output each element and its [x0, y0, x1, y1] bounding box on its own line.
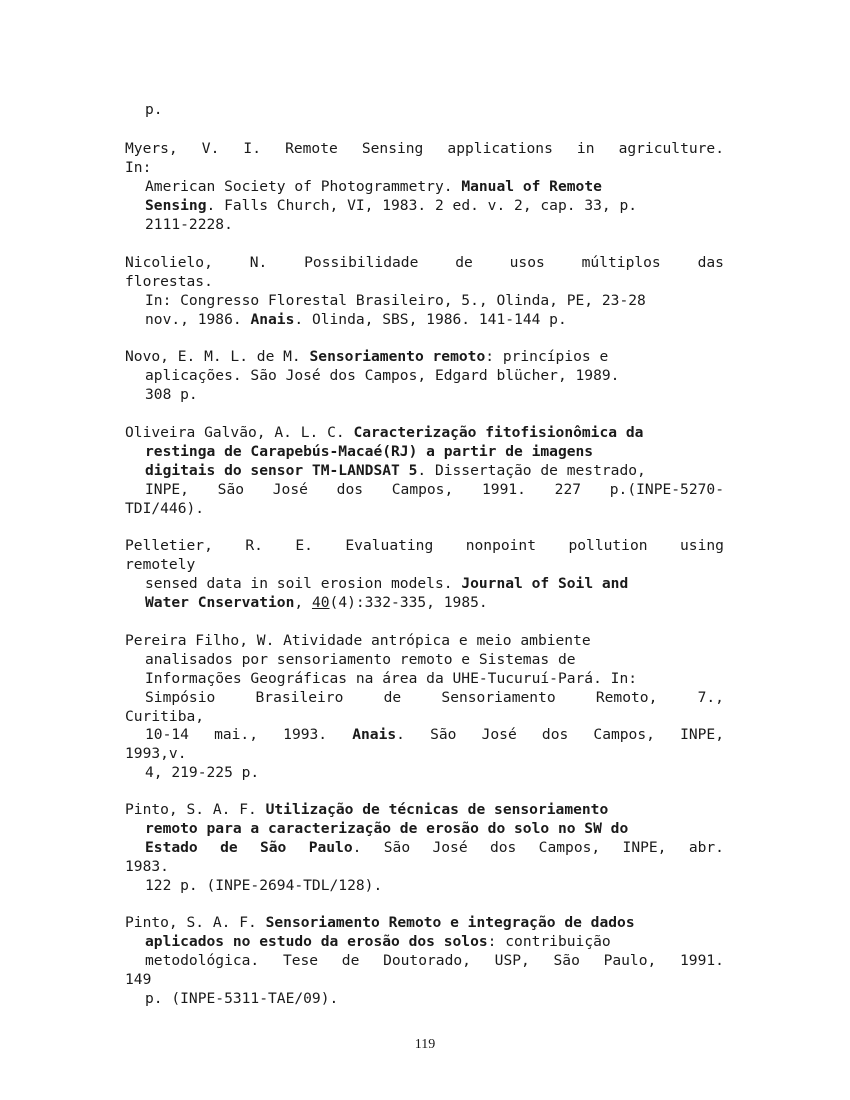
word: São — [259, 839, 287, 856]
text-line — [145, 310, 567, 329]
word: Tese — [282, 952, 319, 969]
word: Campos, — [391, 481, 454, 498]
word: applications — [447, 140, 553, 157]
text: . Olinda, SBS, 1986. 141-144 p. — [294, 311, 567, 328]
text-line: p. — [145, 101, 163, 118]
text-line: 149 — [125, 971, 152, 988]
word: das — [697, 254, 724, 271]
word: dos — [336, 481, 364, 498]
word — [309, 838, 362, 857]
text-line: Informações Geográficas na área da UHE-Tucuruí-Pará. In: — [145, 670, 638, 687]
text-line — [125, 800, 608, 819]
word: José — [481, 726, 517, 743]
word: pollution — [568, 537, 648, 554]
text-line: Curitiba, — [125, 708, 205, 725]
word: INPE, — [680, 726, 724, 743]
text-line: TDI/446). — [125, 500, 205, 517]
word: de — [455, 254, 473, 271]
word: Nicolielo, — [125, 254, 213, 271]
text-line: 122 p. (INPE-2694-TDL/128). — [145, 877, 383, 894]
ref-line-justified — [145, 480, 724, 499]
text: , — [294, 594, 312, 611]
reference-continuation — [145, 100, 163, 119]
text: (4):332-335, 1985. — [329, 594, 488, 611]
text-line: In: Congresso Florestal Brasileiro, 5., Olinda, PE, 23-28 — [145, 292, 646, 309]
word: Brasileiro — [255, 689, 344, 706]
text-line: 1983. — [125, 858, 169, 875]
word: 10-14 — [145, 726, 189, 743]
bold-title: Sensoriamento Remoto e integração de dados — [265, 914, 635, 931]
word: Sensoriamento — [441, 689, 556, 706]
word: USP, — [494, 952, 530, 969]
text-line — [145, 196, 637, 215]
bold-title: Sensing — [145, 197, 207, 214]
text-line — [145, 932, 611, 951]
bold-title: Anais — [250, 311, 295, 328]
ref-line-justified — [145, 951, 724, 970]
word: Doutorado, — [383, 952, 471, 969]
bold-title: Anais — [352, 726, 397, 743]
word: usos — [509, 254, 545, 271]
text-line: 2111-2228. — [145, 216, 233, 233]
word: Estado — [145, 839, 198, 856]
word: Evaluating — [345, 537, 434, 554]
text: nov., 1986. — [145, 311, 251, 328]
bold-title: Utilização de técnicas de sensoriamento — [265, 801, 609, 818]
word: 1991. — [482, 481, 526, 498]
word: Sensing — [361, 140, 424, 157]
word: Myers, — [125, 140, 178, 157]
text-line: florestas. — [125, 273, 213, 290]
word — [352, 725, 405, 744]
volume-number: 40 — [311, 594, 330, 611]
text: : princípios e — [485, 348, 609, 365]
bold-title: Journal of Soil and — [461, 575, 629, 592]
bold-title: Sensoriamento remoto — [309, 348, 486, 365]
word: I. — [243, 140, 261, 157]
word: Paulo, — [603, 952, 657, 969]
ref-line-justified — [125, 253, 724, 272]
word: E. — [295, 537, 313, 554]
text: American Society of Photogrammetry. — [145, 178, 462, 195]
text-line: 4, 219-225 p. — [145, 764, 260, 781]
bold-title: Caracterização fitofisionômica da — [353, 424, 644, 441]
word: múltiplos — [581, 254, 661, 271]
word: metodológica. — [145, 952, 260, 969]
word: dos — [541, 726, 569, 743]
text-line — [145, 574, 628, 593]
ref-line-justified — [145, 688, 724, 707]
word: Remoto, — [595, 689, 658, 706]
text-line: remotely — [125, 556, 196, 573]
word: Simpósio — [145, 689, 216, 706]
word: José — [432, 839, 468, 856]
word: dos — [489, 839, 517, 856]
word: INPE, — [145, 481, 189, 498]
word: N. — [249, 254, 268, 271]
text-line: 308 p. — [145, 386, 198, 403]
ref-line-justified — [125, 536, 724, 555]
word: Campos, — [538, 839, 601, 856]
text-line: In: — [125, 159, 152, 176]
word: São — [430, 726, 457, 743]
bold-title: aplicados no estudo da erosão dos solos — [145, 933, 488, 950]
text-line — [145, 593, 488, 612]
word: 227 — [554, 481, 582, 498]
word: INPE, — [622, 839, 667, 856]
word: nonpoint — [465, 537, 537, 554]
bold-title: Manual of Remote — [461, 178, 602, 195]
word: V. — [201, 140, 220, 157]
word: 7., — [697, 689, 724, 706]
text-line: aplicações. São José dos Campos, Edgard blücher, 1989. — [145, 367, 620, 384]
word: R. — [245, 537, 263, 554]
ref-line-justified — [145, 838, 724, 857]
word: agriculture. — [618, 140, 724, 157]
word: 1993. — [283, 726, 328, 743]
text-line — [145, 461, 646, 480]
word: Remote — [285, 140, 338, 157]
text-line — [125, 347, 608, 366]
text-line: p. (INPE-5311-TAE/09). — [145, 990, 339, 1007]
word: 1991. — [680, 952, 724, 969]
word: Possibilidade — [304, 254, 419, 271]
bold-title: Paulo — [308, 839, 353, 856]
page-number: 119 — [414, 1037, 436, 1052]
bold-title-line: remoto para a caracterização de erosão do solo no SW do — [145, 820, 629, 837]
text: . Dissertação de mestrado, — [417, 462, 646, 479]
word: de — [220, 839, 238, 856]
word: Pelletier, — [125, 537, 213, 554]
word: São — [383, 839, 411, 856]
text: . — [352, 839, 362, 856]
ref-line-justified — [145, 725, 724, 744]
bold-title: digitais do sensor TM-LANDSAT 5 — [145, 462, 418, 479]
word: José — [272, 481, 308, 498]
ref-line-justified — [125, 139, 724, 158]
text: Oliveira Galvão, A. L. C. — [125, 424, 354, 441]
text: Novo, E. M. L. de M. — [125, 348, 310, 365]
text: sensed data in soil erosion models. — [145, 575, 462, 592]
text: : contribuição — [487, 933, 611, 950]
word: p.(INPE-5270- — [609, 481, 724, 498]
text-line — [145, 177, 602, 196]
text-line — [125, 913, 635, 932]
word: using — [680, 537, 724, 554]
text: Pinto, S. A. F. — [125, 914, 266, 931]
word: São — [217, 481, 245, 498]
word: mai., — [214, 726, 259, 743]
bold-title: Water Cnservation — [145, 594, 295, 611]
text: Pinto, S. A. F. — [125, 801, 266, 818]
text-line — [125, 423, 643, 442]
word: São — [553, 952, 580, 969]
word: de — [383, 689, 402, 706]
word: de — [341, 952, 360, 969]
word: in — [576, 140, 595, 157]
text-line: 1993,v. — [125, 745, 187, 762]
text-line: analisados por sensoriamento remoto e Sistemas de — [145, 651, 576, 668]
text: . — [396, 726, 405, 743]
text-line: Pereira Filho, W. Atividade antrópica e meio ambiente — [125, 632, 591, 649]
text: . Falls Church, VI, 1983. 2 ed. v. 2, cap. 33, p. — [206, 197, 638, 214]
bold-title-line: restinga de Carapebús-Macaé(RJ) a partir de imagens — [145, 443, 594, 460]
word: Campos, — [593, 726, 655, 743]
word: abr. — [688, 839, 724, 856]
